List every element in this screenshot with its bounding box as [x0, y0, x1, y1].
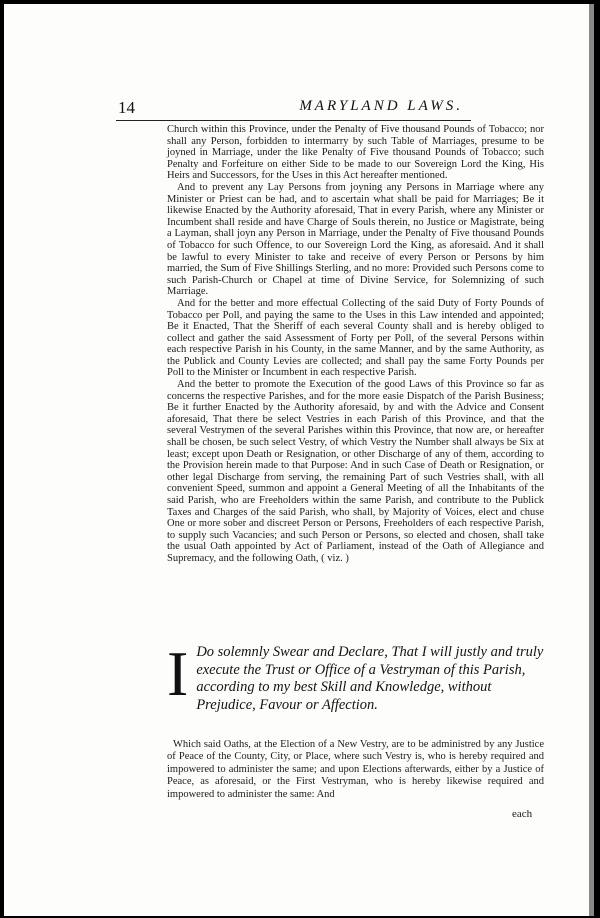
running-head: MARYLAND LAWS. — [299, 98, 463, 114]
paragraph-lay-persons: And to prevent any Lay Persons from joyning any Persons in Marriage where any Minister or Priest can be had, and to ascertain what shall be paid for Marriages; Be it likewise Enacted by the Authority aforesaid, That in every Parish, where any Minister or Incumbent shall reside and have Charge of Souls therein, no Justice or Magistrate, being a Layman, shall joyn any Person in Marriage, under the Penalty of Five thousand Pounds of Tobacco for such Offence, to our Sovereign Lord the King, as aforesaid. And it shall be lawful to every Minister to take and receive of every Person or Persons by him married, the Sum of Five Shillings Sterling, and no more: Provided such Persons come to such Parish-Church or Chapel at time of Divine Service, for Solemnizing of such Marriage. — [167, 181, 544, 298]
page-gutter-shadow — [589, 4, 594, 916]
paragraph-marriage-penalty: Church within this Province, under the Penalty of Five thousand Pounds of Tobacco; nor shall any Person, forbidden to intermarry by such Table of Marriages, presume to be joyned in Marriage, under the like Penalty of Five thousand Pounds of Tobacco; such Penalty and Forfeiture on either Side to be made to our Sovereign Lord the King, His Heirs and Successors, for the Uses in this Act hereafter mentioned. — [167, 124, 544, 182]
page-number: 14 — [118, 98, 135, 117]
vestryman-oath — [167, 638, 549, 714]
catchword: each — [512, 808, 533, 820]
main-text — [167, 124, 544, 565]
closing-paragraph: Which said Oaths, at the Election of a New Vestry, are to be administred by any Justice of Peace of the County, City, or Place, where such Vestry is, who is hereby required and impowered to administer the same; and upon Elections afterwards, either by a Justice of Peace, as aforesaid, or the First Vestryman, who is hereby likewise required and impowered to administer the same: And — [167, 738, 544, 800]
paragraph-vestries: And the better to promote the Execution of the good Laws of this Province so far as concerns the respective Parishes, and for the more easie Dispatch of the Parish Business; Be it further Enacted by the Authority aforesaid, by and with the Advice and Consent aforesaid, That there be select Vestries in each Parish of this Province, and that the several Vestrymen of the several Parishes within this Province, that now are, or hereafter shall be chosen, be such select Vestry, of which Vestry the Number shall always be Six at least; except upon Death or Resignation, or other Discharge of any of them, according to the Provision herein made to that Purpose: And in such Case of Death or Resignation, or other legal Discharge from serving, the remaining Part of such Vestries shall, with all convenient Speed, summon and appoint a General Meeting of all the Inhabitants of the said Parish, who are Freeholders within the same Parish, and contribute to the Publick Taxes and Charges of the said Parish, who shall, by Majority of Voices, elect and chuse One or more sober and discreet Person or Persons, Freeholders of each respective Parish, to supply such Vacancies; and such Person or Persons, so elected and chosen, shall take the usual Oath appointed by Act of Parliament, instead of the Oath of Allegiance and Supremacy, and the following Oath, ( viz. ) — [167, 379, 544, 564]
page-header — [116, 96, 471, 121]
paragraph-collection: And for the better and more effectual Collecting of the said Duty of Forty Pounds of Tobacco per Poll, and paying the same to the Uses in this Law intended and appointed; Be it Enacted, That the Sheriff of each several County shall and is hereby obliged to collect and gather the said Assessment of Forty per Poll, of the several Persons within each respective Parish in his County, in the same Manner, and by the same Authority, as the Publick and County Levies are collected; and shall pay the same Forty Pounds per Poll to the Minister or Incumbent in each respective Parish. — [167, 297, 544, 379]
oath-drop-cap: I — [167, 638, 189, 709]
book-page — [4, 4, 594, 916]
oath-text: Do solemnly Swear and Declare, That I will justly and truly execute the Trust or Office of a Vestryman of this Parish, according to my best Skill and Knowledge, without Prejudice, Favour or Affection. — [196, 644, 544, 713]
